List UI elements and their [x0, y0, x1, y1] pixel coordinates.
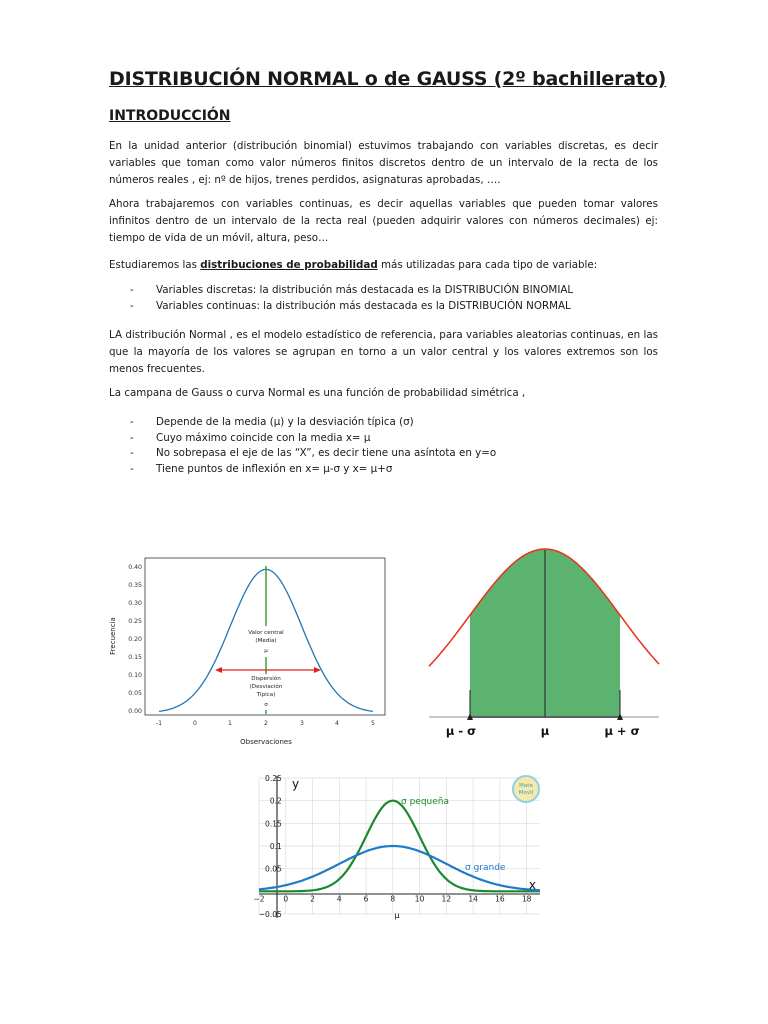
y-tick: 0.40 [128, 564, 142, 571]
x-tick: 3 [300, 720, 304, 727]
list-item: - Tiene puntos de inflexión en x= μ-σ y x= μ+σ [130, 462, 650, 478]
x-axis-label: x [528, 878, 536, 892]
center-label-line: Valor central [248, 630, 284, 636]
page-title: DISTRIBUCIÓN NORMAL o de GAUSS (2º bachillerato) [109, 68, 667, 90]
y-tick: −0.05 [258, 910, 282, 919]
y-tick: 0.05 [265, 864, 282, 874]
legend-small-sigma: σ pequeña [401, 797, 449, 807]
logo-badge [513, 776, 539, 802]
x-tick: 5 [371, 720, 375, 727]
x-tick: 0 [283, 894, 289, 904]
y-tick: 0.35 [128, 582, 142, 589]
x-tick: 0 [193, 720, 197, 727]
center-label-line: (Media) [255, 638, 277, 644]
x-ticks [156, 720, 375, 727]
y-tick: 0.15 [128, 654, 142, 661]
y-tick: 0.25 [128, 618, 142, 625]
x-tick: 14 [468, 894, 478, 904]
list-item: - Variables discretas: la distribución más destacada es la DISTRIBUCIÓN BINOMIAL [130, 283, 650, 299]
disp-label-line: Dispersión [251, 676, 281, 682]
y-tick: 0.2 [269, 796, 282, 806]
logo [513, 776, 539, 802]
x-tick: 8 [390, 894, 396, 904]
disp-label-line: σ [264, 702, 268, 708]
list-item: - No sobrepasa el eje de las “X”, es decir tiene una asíntota en y=o [130, 446, 650, 462]
y-tick: 0.30 [128, 600, 142, 607]
x-axis-label: Observaciones [240, 738, 292, 746]
y-tick: 0.15 [265, 819, 282, 829]
mu-label: μ [394, 911, 400, 920]
x-tick: 1 [228, 720, 232, 727]
label-mu-minus-sigma: μ - σ [445, 724, 477, 738]
y-tick: 0.05 [128, 690, 142, 697]
paragraph-3 [109, 257, 658, 274]
x-tick: 10 [414, 894, 425, 904]
disp-label-line: (Desviación [249, 684, 283, 690]
logo-text: Movil [518, 790, 534, 796]
x-tick: 2 [310, 894, 315, 904]
y-axis-label: y [292, 777, 300, 791]
properties-list [130, 415, 650, 477]
sigma-labels [446, 724, 640, 738]
figure-normal-observations [104, 548, 394, 748]
x-tick: 6 [363, 894, 369, 904]
paragraph-5: La campana de Gauss o curva Normal es una función de probabilidad simétrica , [109, 387, 526, 399]
disp-label-line: Típica) [256, 692, 276, 698]
center-label-line: μ [264, 648, 268, 654]
paragraph-2: Ahora trabajaremos con variables continuas, es decir aquellas variables que pueden tomar valores infinitos dentro de un intervalo de la recta real (pueden adquirir valores con números decimales) ej: tiempo de vida de un móvil, altura, peso… [109, 198, 658, 245]
y-tick: 0.10 [128, 672, 142, 679]
variable-types-list [130, 283, 650, 314]
x-tick: 4 [335, 720, 339, 727]
x-tick: -1 [155, 720, 163, 727]
label-mu-plus-sigma: μ + σ [604, 724, 640, 738]
paragraph-1: En la unidad anterior (distribución binomial) estuvimos trabajando con variables discretas, es decir variables que toman como valor números finitos discretos dentro de un intervalo de la recta de los números reales , ej: nº de hijos, trenes perdidos, asignaturas aprobadas, …. [109, 140, 658, 187]
label-mu: μ [540, 724, 550, 738]
legend-large-sigma: σ grande [465, 863, 506, 873]
y-ticks [128, 564, 142, 715]
y-tick: 0.00 [128, 708, 142, 715]
chart-sigma-comparison [240, 768, 548, 920]
logo-text: Mate [519, 783, 533, 789]
list-item: - Depende de la media (μ) y la desviación típica (σ) [130, 415, 650, 431]
y-tick: 0.20 [128, 636, 142, 643]
x-tick: 4 [336, 894, 342, 904]
list-item: - Variables continuas: la distribución más destacada es la DISTRIBUCIÓN NORMAL [130, 299, 650, 315]
list-item: - Cuyo máximo coincide con la media x= μ [130, 431, 650, 447]
x-tick: 12 [441, 894, 452, 904]
x-tick: 16 [495, 894, 505, 904]
paragraph-3-pre: Estudiaremos las [109, 259, 201, 271]
x-tick: −2 [253, 894, 265, 904]
intro-heading: INTRODUCCIÓN [109, 108, 231, 124]
y-axis-label: Frecuencia [109, 617, 117, 655]
paragraph-3-post: más utilizadas para cada tipo de variable: [377, 259, 598, 271]
arrow-head-left [215, 667, 222, 673]
paragraph-4: LA distribución Normal , es el modelo estadístico de referencia, para variables aleatorias continuas, en las que la mayoría de los valores se agrupan en torno a un valor central y los valores extremos son los menos frecuentes. [109, 329, 658, 376]
x-tick: 2 [264, 720, 268, 727]
y-tick: 0.1 [269, 842, 282, 851]
x-tick: 18 [521, 894, 532, 904]
figure-bell-sigma [426, 540, 662, 742]
y-tick: 0.25 [265, 774, 282, 783]
paragraph-3-emphasis: distribuciones de probabilidad [200, 259, 378, 271]
